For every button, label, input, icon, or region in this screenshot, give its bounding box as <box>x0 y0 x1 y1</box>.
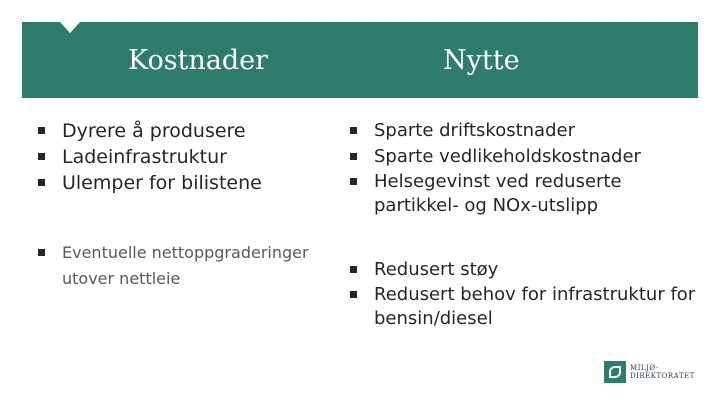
logo-text <box>630 364 695 380</box>
costs-list <box>34 118 354 196</box>
list-item: Ulemper for bilistene <box>34 170 354 196</box>
logo-mark-icon <box>604 361 626 383</box>
logo-line-1: MILJØ- <box>630 364 659 372</box>
costs-title: Kostnader <box>128 45 269 76</box>
list-item: Dyrere å produsere <box>34 118 354 144</box>
list-item: Sparte vedlikeholdskostnader <box>346 144 696 170</box>
benefits-title: Nytte <box>443 45 520 76</box>
list-item: Redusert støy <box>346 257 706 283</box>
costs-list-secondary <box>34 240 334 292</box>
header-notch <box>60 22 80 33</box>
list-item: Ladeinfrastruktur <box>34 144 354 170</box>
header-bar <box>22 22 698 98</box>
list-item: Sparte driftskostnader <box>346 118 696 144</box>
logo-line-2: DIREKTORATET <box>630 372 695 380</box>
miljodirektoratet-logo <box>604 361 695 383</box>
list-item: Eventuelle nettoppgraderinger utover nettleie <box>34 240 334 292</box>
list-item: Redusert behov for infrastruktur for bensin/diesel <box>346 283 706 331</box>
benefits-list <box>346 118 696 218</box>
list-item: Helsegevinst ved reduserte partikkel- og NOx-utslipp <box>346 170 696 218</box>
benefits-list-secondary <box>346 257 706 331</box>
